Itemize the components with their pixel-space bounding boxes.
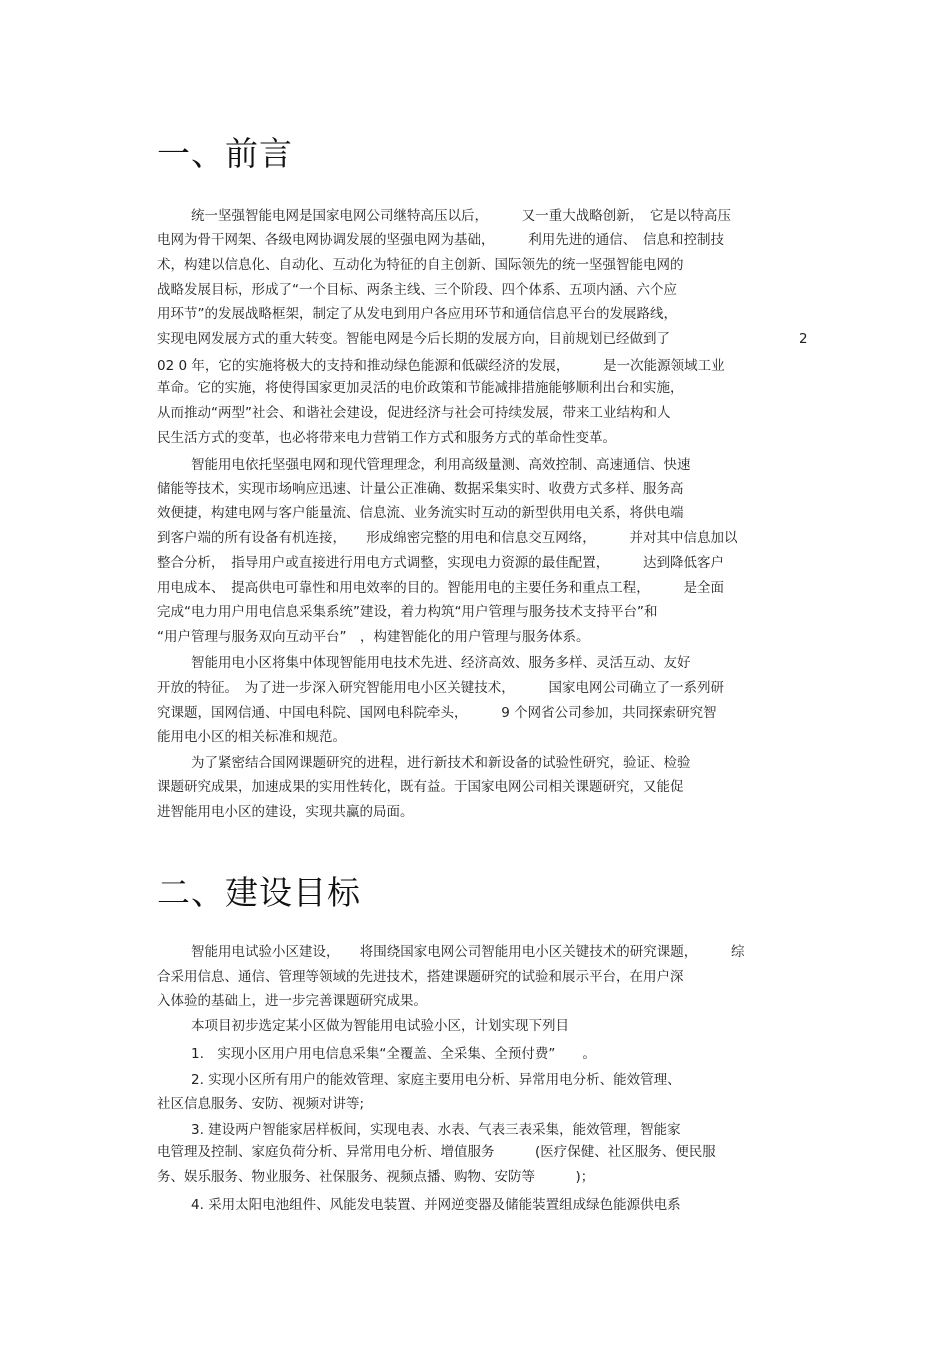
margin-digit: 2 [799, 331, 808, 347]
paragraph-line: 完成“电力用户用电信息采集系统”建设，着力构筑“用户管理与服务技术支持平台”和 [157, 604, 658, 620]
paragraph-line: 本项目初步选定某小区做为智能用电试验小区，计划实现下列目 [191, 1018, 569, 1034]
paragraph-line: 合采用信息、通信、管理等领域的先进技术，搭建课题研究的试验和展示平台，在用户深 [157, 969, 684, 985]
paragraph-line: 电管理及控制、家庭负荷分析、异常用电分析、增值服务 (医疗保健、社区服务、便民服 [157, 1144, 716, 1160]
paragraph-line: 到客户端的所有设备有机连接， 形成绵密完整的用电和信息交互网络， 并对其中信息加以 [157, 530, 738, 546]
list-item: 2. 实现小区所有用户的能效管理、家庭主要用电分析、异常用电分析、能效管理、 [191, 1072, 681, 1088]
section-heading-preface: 一、前言 [157, 134, 293, 173]
paragraph-line: 社区信息服务、安防、视频对讲等; [157, 1096, 365, 1112]
paragraph-line: 实现电网发展方式的重大转变。智能电网是今后长期的发展方向，目前规划已经做到了 [157, 331, 670, 347]
paragraph-line: 从而推动“两型”社会、和谐社会建设，促进经济与社会可持续发展，带来工业结构和人 [157, 405, 671, 421]
paragraph-line: 智能用电试验小区建设， 将围绕国家电网公司智能用电小区关键技术的研究课题， 综 [191, 944, 745, 960]
paragraph-line: 术，构建以信息化、自动化、互动化为特征的自主创新、国际领先的统一坚强智能电网的 [157, 257, 684, 273]
paragraph-line: 02 0 年，它的实施将极大的支持和推动绿色能源和低碳经济的发展， 是一次能源领域工业 [157, 358, 725, 374]
paragraph-line: 储能等技术，实现市场响应迅速、计量公正准确、数据采集实时、收费方式多样、服务高 [157, 481, 684, 497]
list-item: 1. 实现小区用户用电信息采集“全覆盖、全采集、全预付费” 。 [191, 1046, 596, 1062]
paragraph-line: 入体验的基础上，进一步完善课题研究成果。 [157, 993, 427, 1009]
paragraph-line: 整合分析， 指导用户或直接进行用电方式调整，实现电力资源的最佳配置， 达到降低客户 [157, 555, 724, 571]
paragraph-line: 究课题，国网信通、中国电科院、国网电科院牵头， 9 个网省公司参加，共同探索研究智 [157, 705, 717, 721]
paragraph-line: 智能用电依托坚强电网和现代管理理念，利用高级量测、高效控制、高速通信、快速 [191, 457, 691, 473]
paragraph-line: 务、娱乐服务、物业服务、社保服务、视频点播、购物、安防等 )； [157, 1169, 595, 1185]
paragraph-line: 电网为骨干网架、各级电网协调发展的坚强电网为基础， 利用先进的通信、 信息和控制技 [157, 232, 724, 248]
paragraph-line: 统一坚强智能电网是国家电网公司继特高压以后， 又一重大战略创新， 它是以特高压 [191, 208, 731, 224]
paragraph-line: 课题研究成果，加速成果的实用性转化，既有益。于国家电网公司相关课题研究，又能促 [157, 779, 684, 795]
section-heading-goals: 二、建设目标 [157, 873, 361, 912]
paragraph-line: 战略发展目标，形成了“一个目标、两条主线、三个阶段、四个体系、五项内涵、六个应 [157, 282, 677, 298]
paragraph-line: 用环节”的发展战略框架，制定了从发电到用户各应用环节和通信信息平台的发展路线， [157, 306, 677, 322]
paragraph-line: 进智能用电小区的建设，实现共赢的局面。 [157, 804, 414, 820]
paragraph-line: 用电成本、 提高供电可靠性和用电效率的目的。智能用电的主要任务和重点工程， 是全面 [157, 580, 724, 596]
paragraph-line: 开放的特征。 为了进一步深入研究智能用电小区关键技术， 国家电网公司确立了一系列研 [157, 680, 724, 696]
paragraph-line: 民生活方式的变革，也必将带来电力营销工作方式和服务方式的革命性变革。 [157, 430, 616, 446]
paragraph-line: 革命。它的实施，将使得国家更加灵活的电价政策和节能减排措施能够顺利出台和实施， [157, 380, 684, 396]
list-item: 4. 采用太阳电池组件、风能发电装置、并网逆变器及储能装置组成绿色能源供电系 [191, 1197, 681, 1213]
paragraph-line: 智能用电小区将集中体现智能用电技术先进、经济高效、服务多样、灵活互动、友好 [191, 655, 691, 671]
list-item: 3. 建设两户智能家居样板间，实现电表、水表、气表三表采集，能效管理，智能家 [191, 1122, 681, 1138]
paragraph-line: 为了紧密结合国网课题研究的进程，进行新技术和新设备的试验性研究，验证、检验 [191, 755, 691, 771]
paragraph-line: 效便捷，构建电网与客户能量流、信息流、业务流实时互动的新型供用电关系，将供电端 [157, 505, 684, 521]
paragraph-line: “用户管理与服务双向互动平台” ，构建智能化的用户管理与服务体系。 [157, 629, 590, 645]
paragraph-line: 能用电小区的相关标准和规范。 [157, 729, 346, 745]
